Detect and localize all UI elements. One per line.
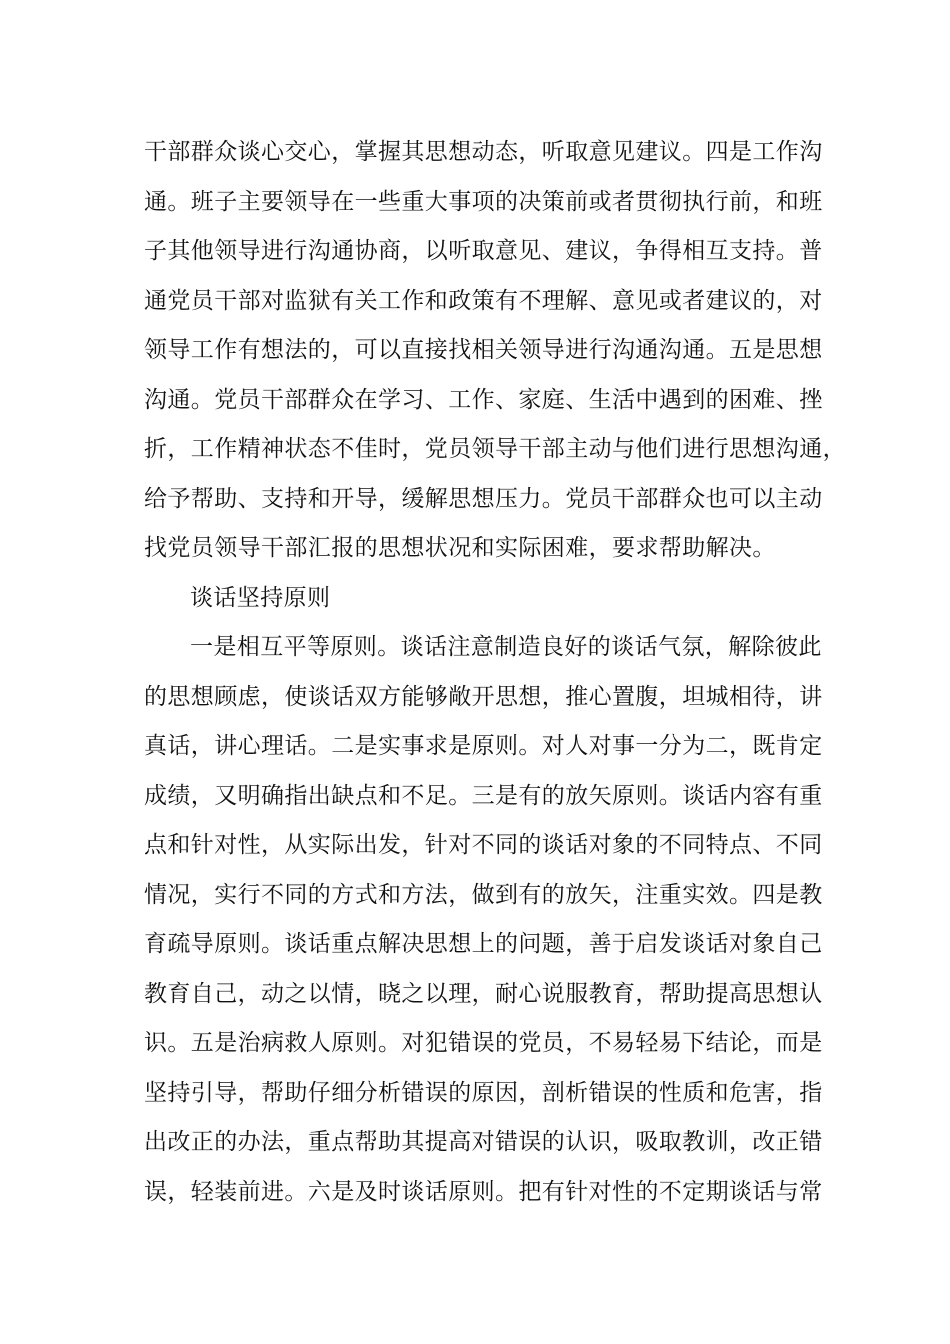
text-line: 领导工作有想法的，可以直接找相关领导进行沟通沟通。五是思想 xyxy=(144,337,823,363)
text-line: 教育自己，动之以情，晓之以理，耐心说服教育，帮助提高思想认 xyxy=(144,980,823,1007)
section-heading: 谈话坚持原则 xyxy=(190,584,331,611)
text-line: 给予帮助、支持和开导，缓解思想压力。党员干部群众也可以主动 xyxy=(144,485,823,512)
text-line: 子其他领导进行沟通协商，以听取意见、建议，争得相互支持。普 xyxy=(144,238,823,264)
text-line: 通。班子主要领导在一些重大事项的决策前或者贯彻执行前，和班 xyxy=(144,188,823,215)
text-line: 坚持引导，帮助仔细分析错误的原因，剖析错误的性质和危害，指 xyxy=(144,1079,823,1106)
text-line: 折，工作精神状态不佳时，党员领导干部主动与他们进行思想沟通， xyxy=(144,436,846,462)
text-line: 一是相互平等原则。谈话注意制造良好的谈话气氛，解除彼此 xyxy=(190,634,822,660)
body-text xyxy=(144,128,846,1217)
text-line: 情况，实行不同的方式和方法，做到有的放矢，注重实效。四是教 xyxy=(144,881,823,908)
text-line: 出改正的办法，重点帮助其提高对错误的认识，吸取教训，改正错 xyxy=(144,1129,823,1155)
text-line: 育疏导原则。谈话重点解决思想上的问题，善于启发谈话对象自己 xyxy=(144,931,823,957)
text-line: 误，轻装前进。六是及时谈话原则。把有针对性的不定期谈话与常 xyxy=(144,1178,823,1205)
text-line: 识。五是治病救人原则。对犯错误的党员，不易轻易下结论，而是 xyxy=(144,1030,823,1056)
text-line: 找党员领导干部汇报的思想状况和实际困难，要求帮助解决。 xyxy=(144,535,776,561)
text-line: 成绩，又明确指出缺点和不足。三是有的放矢原则。谈话内容有重 xyxy=(144,782,823,809)
text-line: 的思想顾虑，使谈话双方能够敞开思想，推心置腹，坦城相待，讲 xyxy=(144,683,823,710)
text-line: 沟通。党员干部群众在学习、工作、家庭、生活中遇到的困难、挫 xyxy=(144,386,823,413)
text-line: 点和针对性，从实际出发，针对不同的谈话对象的不同特点、不同 xyxy=(144,832,823,858)
text-line: 干部群众谈心交心，掌握其思想动态，听取意见建议。四是工作沟 xyxy=(144,139,823,165)
text-line: 通党员干部对监狱有关工作和政策有不理解、意见或者建议的，对 xyxy=(144,287,823,314)
text-line: 真话，讲心理话。二是实事求是原则。对人对事一分为二，既肯定 xyxy=(144,733,823,759)
